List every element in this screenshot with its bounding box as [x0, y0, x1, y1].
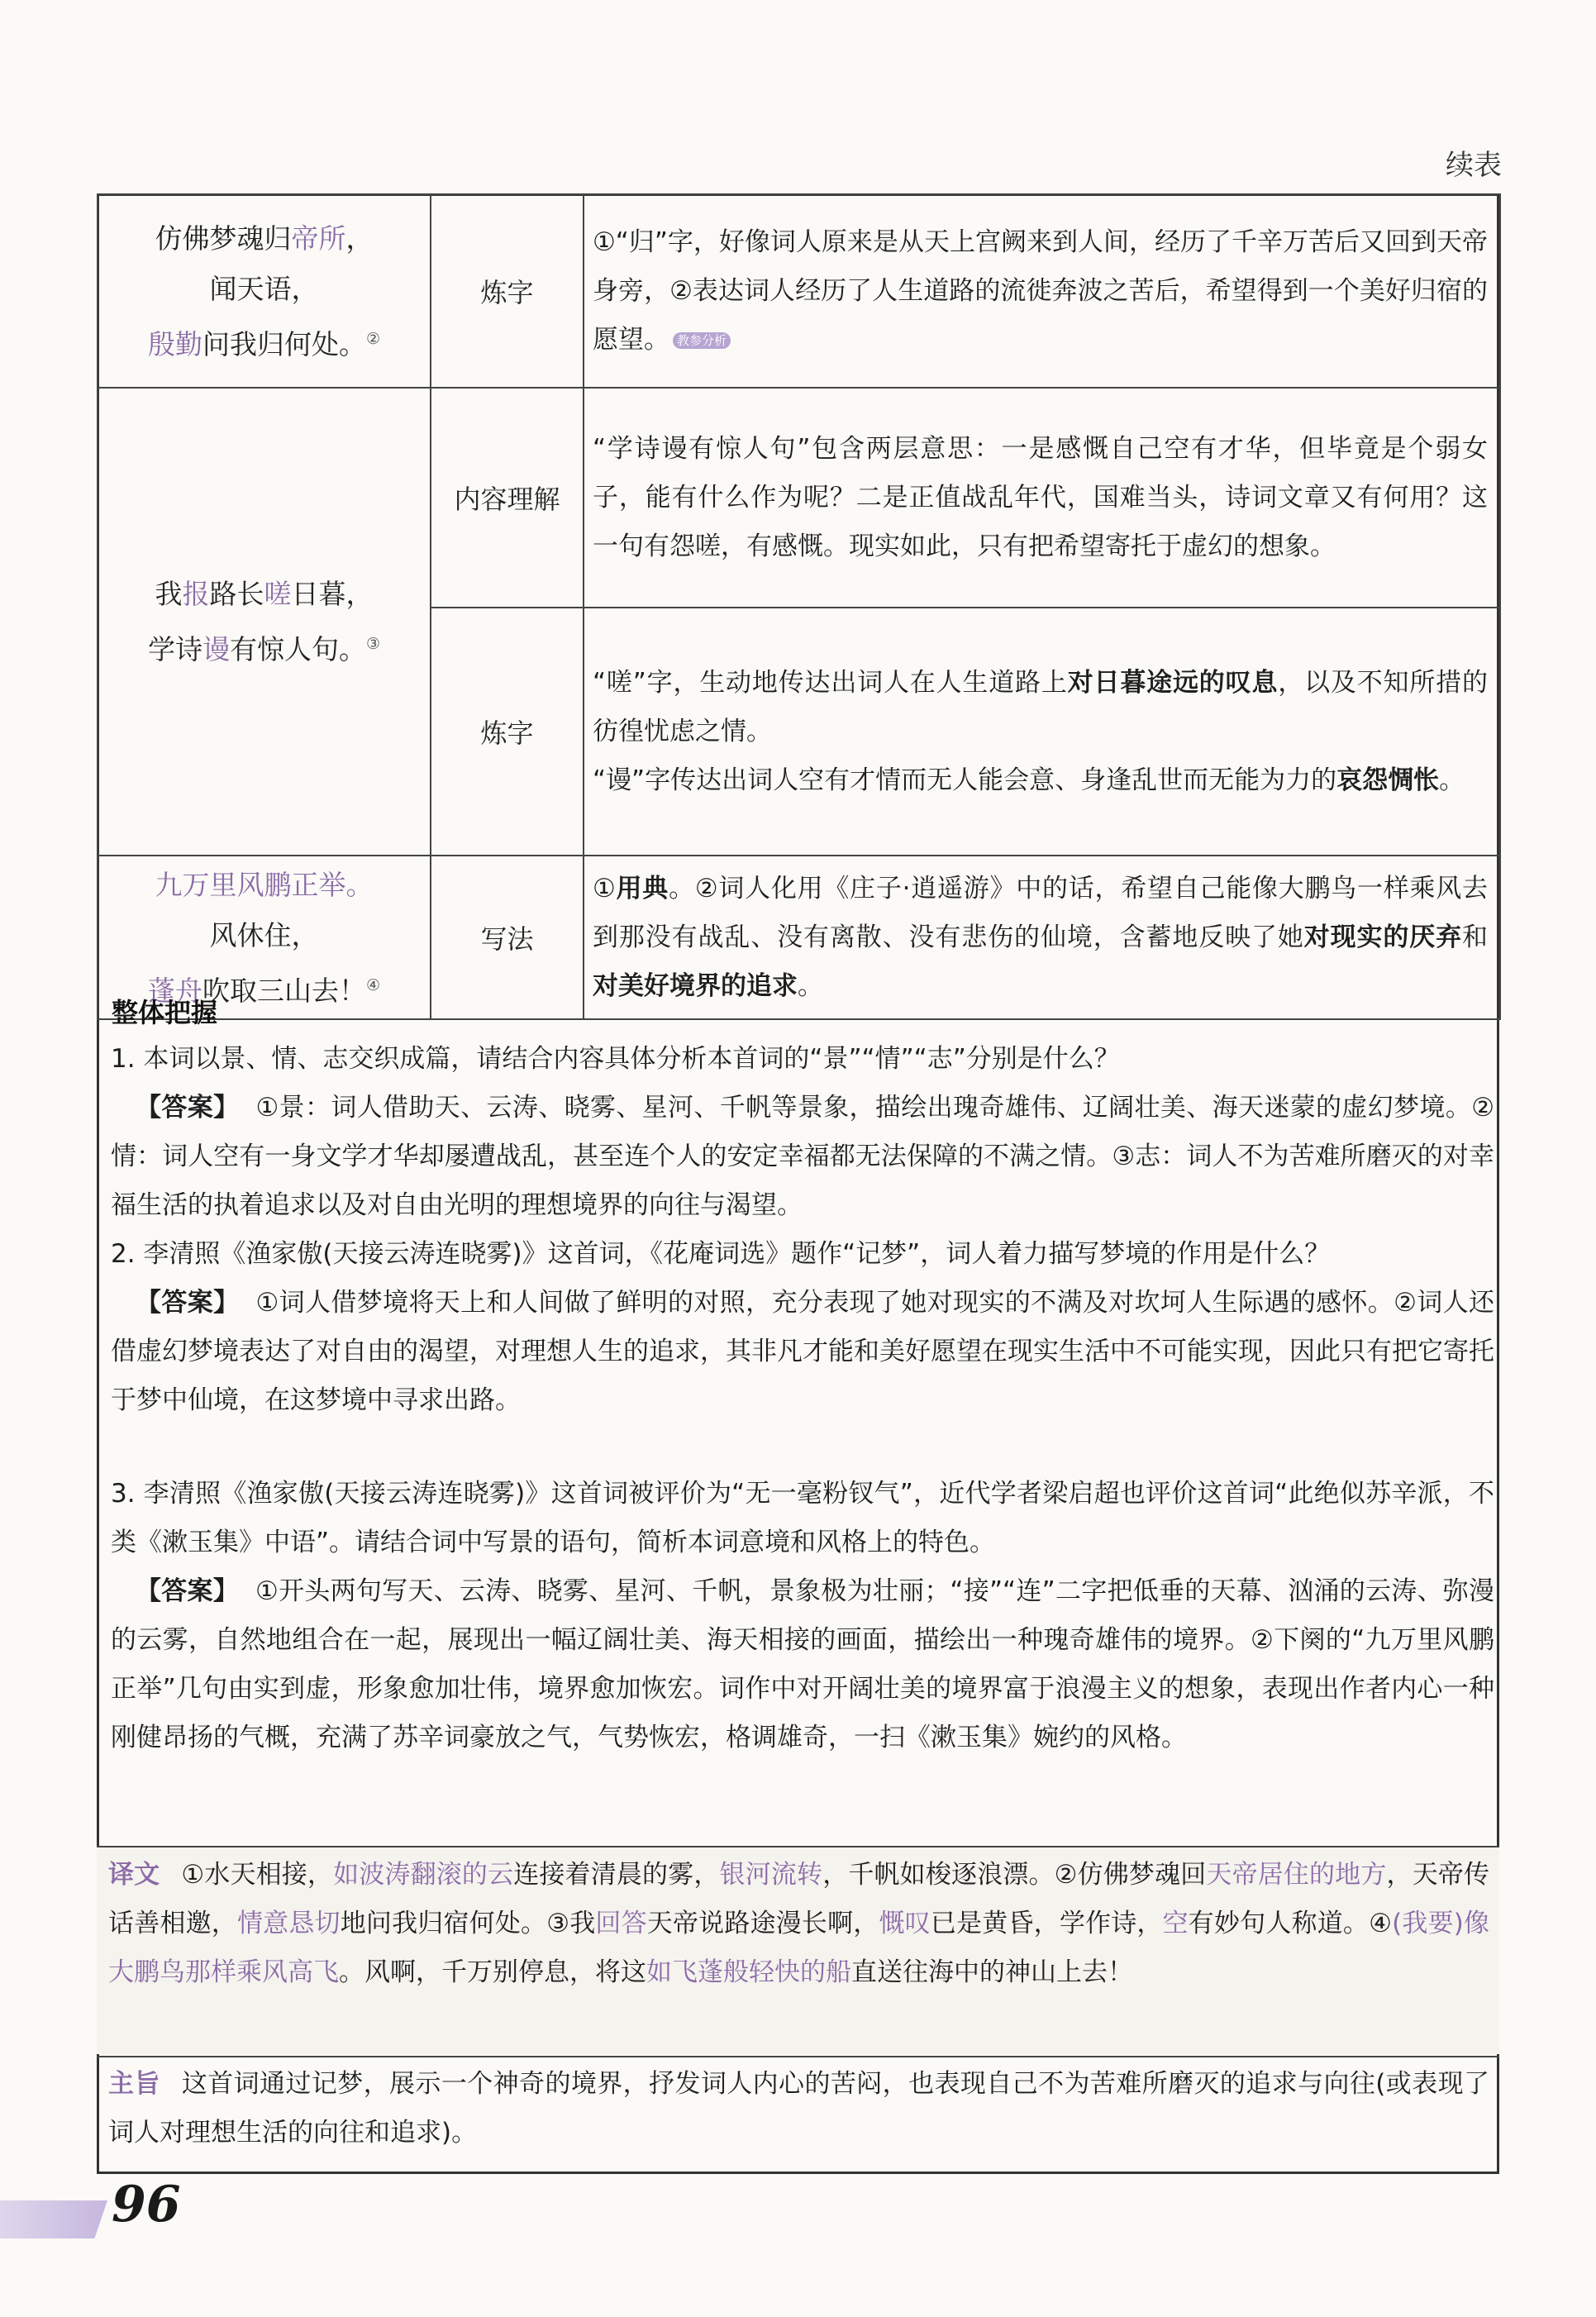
- answer-body: ①词人借梦境将天上和人间做了鲜明的对照，充分表现了她对现实的不满及对坎坷人生际遇的感怀。②词人还借虚幻梦境表达了对自由的渴望，对理想人生的追求，其非凡才能和美好愿望在现实生活中不可能实现，因此只有把它寄托于梦中仙境，在这梦境中寻求出路。: [111, 1288, 1495, 1415]
- verse-keyword: 殷勤: [147, 327, 202, 360]
- analysis-text: ，以及不知所措的彷徨忧虑之情。: [593, 667, 1489, 746]
- translation-segment: ①水天相接，: [181, 1860, 334, 1890]
- category-label: 炼字: [431, 194, 584, 388]
- translation-keyword: 天帝居住的地方: [1206, 1860, 1387, 1890]
- verse-text: 路长: [209, 578, 264, 610]
- question-block: [111, 1035, 1494, 1230]
- category-label: 炼字: [431, 608, 584, 856]
- analysis-text: ①“归”字，好像词人原来是从天上宫阙来到人间，经历了千辛万苦后又回到天帝身旁，②表达词人经历了人生道路的流徙奔波之苦后，希望得到一个美好归宿的愿望。: [593, 226, 1488, 355]
- analysis-emphasis: 哀怨惆怅: [1336, 765, 1440, 795]
- analysis-cell: [584, 194, 1500, 388]
- translation-segment: 有妙句人称道。④: [1188, 1909, 1393, 1938]
- answer-label: 【答案】: [136, 1093, 240, 1123]
- answer-label: 【答案】: [136, 1288, 240, 1318]
- category-label: 内容理解: [431, 388, 584, 608]
- verse-keyword: 嗟: [264, 578, 292, 610]
- question-text: 2. 李清照《渔家傲(天接云涛连晓雾)》这首词，《花庵词选》题作“记梦”，词人着力描写梦境的作用是什么？: [111, 1239, 1331, 1269]
- translation-keyword: 空: [1162, 1909, 1189, 1938]
- verse-line: [98, 860, 430, 910]
- translation-segment: 已是黄昏，学作诗，: [930, 1909, 1163, 1938]
- answer-label: 【答案】: [136, 1576, 240, 1606]
- verse-text: 吹取三山去！: [202, 974, 366, 1007]
- continued-label: 续表: [1446, 149, 1502, 182]
- verse-text: 仿佛梦魂归: [155, 222, 292, 255]
- verse-cell: [98, 388, 431, 856]
- verse-keyword: 报: [182, 578, 210, 610]
- answer-body: ①开头两句写天、云涛、晓雾、星河、千帆，景象极为壮丽；“接”“连”二字把低垂的天幕、汹涌的云涛、弥漫的云雾，自然地组合在一起，展现出一幅辽阔壮美、海天相接的画面，描绘出一种瑰奇雄伟的境界。②下阕的“九万里风鹏正举”几句由实到虚，形象愈加壮伟，境界愈加恢宏。词作中对开阔壮美的境界富于浪漫主义的想象，表现出作者内心一种刚健昂扬的气概，充满了苏辛词豪放之气，气势恢宏，格调雄奇，一扫《漱玉集》婉约的风格。: [111, 1576, 1495, 1752]
- analysis-text: 。: [798, 970, 823, 1001]
- section-title: 整体把握: [112, 997, 218, 1028]
- page-number: 96: [112, 2176, 181, 2234]
- question-text: 1. 本词以景、情、志交织成篇，请结合内容具体分析本首词的“景”“情”“志”分别是什么？: [111, 1044, 1120, 1074]
- verse-keyword: 九万里风鹏正举。: [155, 868, 374, 901]
- translation-segment: 连接着清晨的雾，: [513, 1860, 720, 1890]
- analysis-cell: “学诗谩有惊人句”包含两层意思：一是感慨自己空有才华，但毕竟是个弱女子，能有什么作为呢？二是正值战乱年代，国难当头，诗词文章又有何用？这一句有怨嗟，有感慨。现实如此，只有把希望寄托于虚幻的想象。: [584, 388, 1500, 608]
- translation-segment: ，天帝传话善相邀，: [108, 1860, 1490, 1938]
- answer-text: [111, 1567, 1494, 1762]
- translation-keyword: 情意恳切: [236, 1909, 341, 1938]
- analysis-text: 。②词人化用《庄子·逍遥游》中的话，希望自己能像大鹏鸟一样乘风去到那没有战乱、没有离散、没有悲伤的仙境，含蓄地反映了她: [593, 873, 1488, 952]
- theme-text: 这首词通过记梦，展示一个神奇的境界，抒发词人内心的苦闷，也表现自己不为苦难所磨灭的追求与向往(或表现了词人对理想生活的向往和追求)。: [108, 2069, 1490, 2148]
- question-block: [111, 1470, 1494, 1762]
- verse-text: 风休住，: [209, 918, 319, 951]
- analysis-emphasis: 对美好境界的追求: [593, 970, 798, 1001]
- footnote-marker: ②: [365, 329, 381, 348]
- translation-label: 译文: [108, 1860, 160, 1890]
- answer-body: ①景：词人借助天、云涛、晓雾、星河、千帆等景象，描绘出瑰奇雄伟、辽阔壮美、海天迷蒙的虚幻梦境。②情：词人空有一身文学才华却屡遭战乱，甚至连个人的安定幸福都无法保障的不满之情。③志：词人不为苦难所磨灭的对幸福生活的执着追求以及对自由光明的理想境界的向往与渴望。: [111, 1093, 1495, 1220]
- translation-segment: 。风啊，千万别停息，将这: [339, 1957, 646, 1987]
- table-row: [98, 194, 1500, 388]
- table-row: [98, 856, 1500, 1019]
- verse-text: 有惊人句。: [229, 633, 366, 665]
- translation-keyword: (我要)像大鹏鸟那样乘风高飞: [108, 1909, 1490, 1987]
- verse-line: [98, 569, 430, 619]
- analysis-text: “谩”字传达出词人空有才情而无人能会意、身逢乱世而无能为力的: [593, 765, 1337, 795]
- translation-keyword: 银河流转: [719, 1860, 823, 1890]
- verse-line: [98, 314, 430, 369]
- analysis-cell: [584, 608, 1500, 856]
- analysis-emphasis: 用典: [616, 873, 669, 903]
- verse-line: [98, 619, 430, 675]
- verse-keyword: 谩: [202, 633, 230, 665]
- analysis-text: “嗟”字，生动地传达出词人在人生道路上: [593, 667, 1068, 698]
- answer-text: [111, 1084, 1494, 1230]
- translation-segment: 天帝说路途漫长啊，: [646, 1909, 879, 1938]
- analysis-emphasis: 对现实的厌弃: [1303, 922, 1463, 952]
- footnote-marker: ③: [365, 635, 381, 653]
- verse-text: 学诗: [147, 633, 202, 665]
- answer-text: [111, 1279, 1494, 1425]
- analysis-cell: [584, 856, 1500, 1019]
- theme-label: 主旨: [108, 2069, 160, 2099]
- analysis-text: 。: [1439, 765, 1465, 795]
- verse-keyword: 蓬舟: [147, 974, 202, 1007]
- translation-text: [108, 1860, 1489, 1987]
- verse-text: ，: [345, 222, 374, 255]
- verse-cell: [98, 194, 431, 388]
- analysis-text: 和: [1462, 922, 1489, 952]
- footnote-marker: ④: [365, 975, 381, 994]
- verse-text: 问我归何处。: [202, 327, 366, 360]
- page-number-bar: [0, 2200, 107, 2238]
- table-row: [98, 388, 1500, 608]
- question-text: 3. 李清照《渔家傲(天接云涛连晓雾)》这首词被评价为“无一毫粉钗气”，近代学者梁启超也评价这首词“此绝似苏辛派，不类《漱玉集》中语”。请结合词中写景的语句，简析本词意境和风格上的特色。: [111, 1479, 1494, 1557]
- verse-line: [98, 910, 430, 961]
- theme-block: [97, 2057, 1499, 2157]
- verse-text: 闻天语，: [209, 272, 319, 305]
- reference-tag: 教参分析: [673, 332, 731, 349]
- translation-segment: 直送往海中的神山上去！: [851, 1957, 1133, 1987]
- translation-block: [97, 1847, 1499, 2054]
- translation-segment: ，千帆如梭逐浪漂。②仿佛梦魂回: [822, 1860, 1207, 1890]
- verse-line: [98, 213, 430, 264]
- translation-keyword: 如飞蓬般轻快的船: [646, 1957, 851, 1987]
- translation-keyword: 慨叹: [879, 1909, 931, 1938]
- translation-segment: 地问我归宿何处。③我: [340, 1909, 596, 1938]
- verse-text: 日暮，: [291, 578, 374, 610]
- analysis-text: ①: [593, 873, 617, 903]
- category-label: 写法: [431, 856, 584, 1019]
- question-block: [111, 1230, 1494, 1425]
- translation-keyword: 回答: [595, 1909, 647, 1938]
- translation-keyword: 如波涛翻滚的云: [333, 1860, 514, 1890]
- verse-line: [98, 264, 430, 314]
- poem-analysis-table: [97, 193, 1501, 1020]
- verse-text: 我: [155, 578, 183, 610]
- verse-keyword: 帝所: [291, 222, 346, 255]
- analysis-emphasis: 对日暮途远的叹息: [1067, 667, 1279, 698]
